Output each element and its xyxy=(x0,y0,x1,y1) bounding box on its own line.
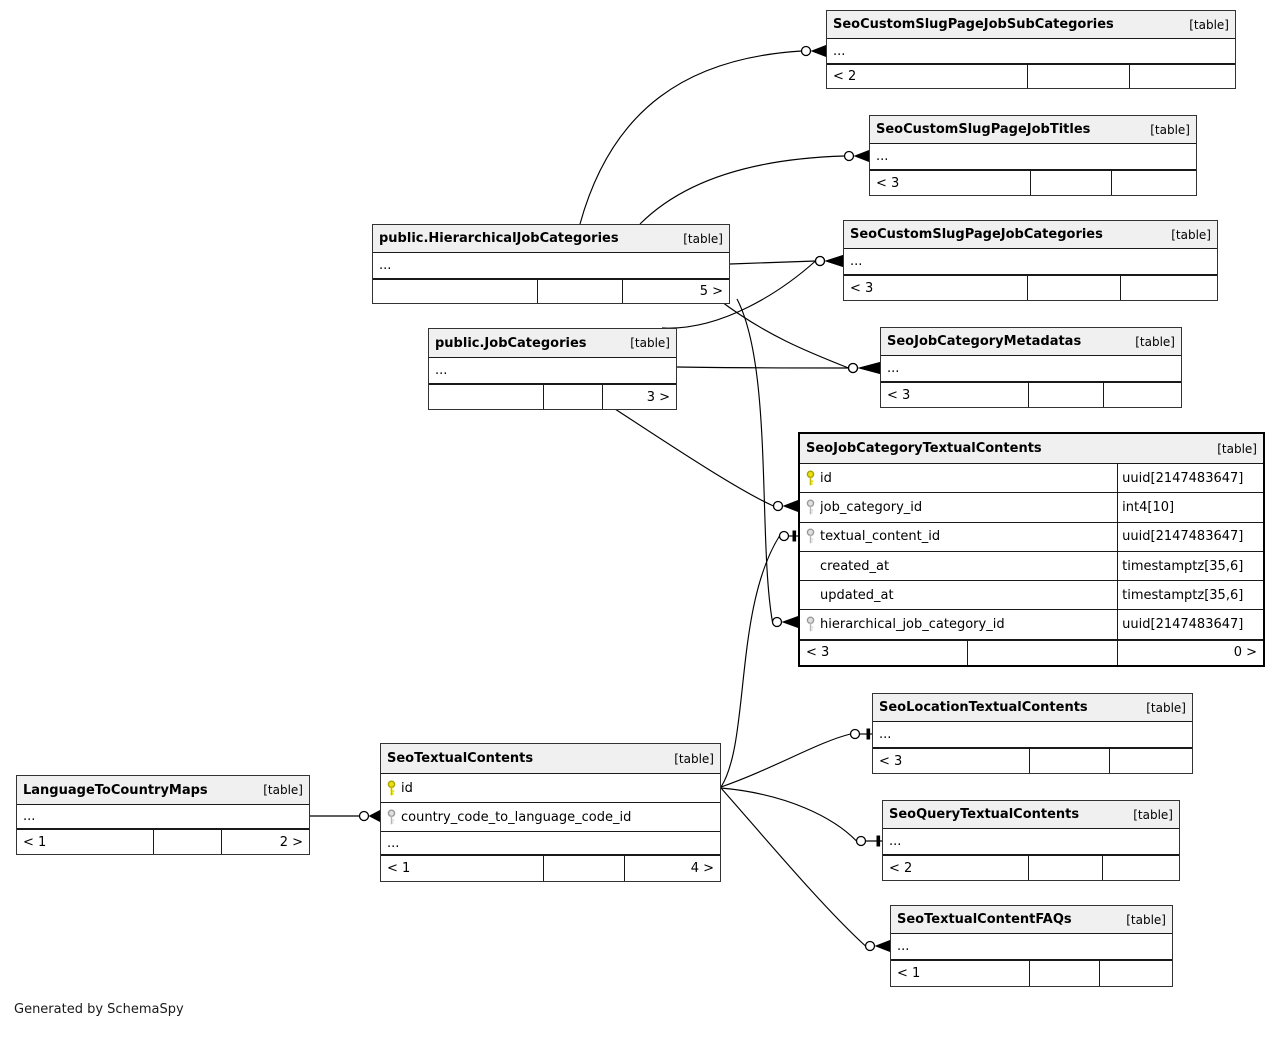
table-box-languagetocountrymaps[interactable] xyxy=(16,775,310,855)
column-type: timestamptz[35,6] xyxy=(1117,552,1263,580)
generator-note: Generated by SchemaSpy xyxy=(14,1002,184,1017)
edge-curve xyxy=(721,734,851,787)
hidden-columns-row xyxy=(373,253,729,279)
footer-spacer-cell xyxy=(967,641,1117,665)
zero-or-one-circle xyxy=(845,152,854,161)
hidden-columns-row xyxy=(881,356,1181,382)
zero-or-one-circle xyxy=(802,47,811,56)
hidden-columns-row xyxy=(429,358,676,384)
table-tag: [table] xyxy=(1171,227,1211,242)
hidden-columns-row xyxy=(844,249,1217,275)
hidden-columns-row xyxy=(870,144,1196,170)
column-type: uuid[2147483647] xyxy=(1117,464,1263,492)
many-arrowhead xyxy=(825,255,844,267)
column-name: job_category_id xyxy=(820,499,923,515)
hidden-columns-row xyxy=(883,829,1179,855)
footer-spacer-cell xyxy=(1027,65,1129,88)
table-title: public.HierarchicalJobCategories xyxy=(379,231,619,246)
column-row-textual-content-id xyxy=(800,523,1263,552)
table-footer xyxy=(429,384,676,409)
footer-spacer-cell xyxy=(1028,383,1103,407)
column-name: id xyxy=(820,470,832,486)
column-name: updated_at xyxy=(820,587,894,603)
foreign-key-icon xyxy=(805,528,816,545)
edge-curve xyxy=(730,261,816,264)
column-row-updated-at xyxy=(800,581,1263,610)
relationship-edge-seotextualcontents-id-to-seoquerytextualcontents xyxy=(721,788,882,847)
footer-children-count: 4 > xyxy=(624,856,720,881)
footer-children-count: 3 > xyxy=(602,385,676,409)
footer-parents-count xyxy=(373,280,537,303)
many-arrowhead xyxy=(369,810,381,822)
ellipsis-label: ... xyxy=(889,834,902,849)
column-name: textual_content_id xyxy=(820,529,941,545)
zero-or-one-circle xyxy=(851,730,860,739)
table-title: SeoCustomSlugPageJobSubCategories xyxy=(833,17,1114,32)
table-tag: [table] xyxy=(1150,122,1190,137)
footer-children-count xyxy=(1109,749,1192,773)
column-row-hierarchical-job-category-id xyxy=(800,610,1263,639)
table-tag: [table] xyxy=(1146,700,1186,715)
edge-curve xyxy=(677,367,849,368)
column-row-job-category-id xyxy=(800,493,1263,522)
zero-or-one-circle xyxy=(866,942,875,951)
table-title: SeoJobCategoryTextualContents xyxy=(806,441,1042,456)
zero-or-one-circle xyxy=(857,837,866,846)
footer-parents-count: < 3 xyxy=(887,387,911,403)
table-footer xyxy=(891,960,1172,986)
edge-curve xyxy=(721,536,780,787)
footer-parents-count: < 2 xyxy=(889,860,913,876)
zero-or-one-circle xyxy=(780,532,789,541)
table-header xyxy=(827,11,1235,39)
table-title: SeoTextualContents xyxy=(387,751,534,766)
edge-curve xyxy=(612,407,774,506)
table-title: SeoLocationTextualContents xyxy=(879,700,1088,715)
footer-parents-count: < 2 xyxy=(833,69,857,84)
table-footer xyxy=(827,64,1235,88)
footer-children-count: 2 > xyxy=(221,830,309,854)
zero-or-one-circle xyxy=(774,502,783,511)
ellipsis-label: ... xyxy=(850,254,863,269)
table-box-seocustomslugpagejobcategories[interactable] xyxy=(843,220,1218,301)
ellipsis-label: ... xyxy=(887,361,900,376)
hidden-columns-row xyxy=(827,39,1235,64)
footer-spacer-cell xyxy=(1027,276,1120,300)
relationship-edge-public-hierarchicaljobcategories-to-seocustomslugpagejobsubcategories xyxy=(580,45,826,224)
table-header xyxy=(870,116,1196,144)
primary-key-icon xyxy=(386,780,397,797)
column-row-created-at xyxy=(800,552,1263,581)
footer-spacer-cell xyxy=(1029,749,1109,773)
table-tag: [table] xyxy=(1126,912,1166,927)
many-arrowhead xyxy=(783,500,799,512)
many-arrowhead xyxy=(811,45,827,57)
footer-children-count xyxy=(1120,276,1217,300)
relationship-edge-seotextualcontents-id-to-seolocationtextualcontents xyxy=(721,729,872,788)
table-box-public-jobcategories[interactable] xyxy=(428,328,677,410)
table-header xyxy=(844,221,1217,249)
column-row-id xyxy=(381,774,720,803)
relationship-edge-seotextualcontents-id-to-seojobcategorytextualcontents-textual-content-id xyxy=(721,531,798,788)
table-header xyxy=(429,329,676,358)
footer-children-count xyxy=(1102,856,1179,880)
table-header xyxy=(17,776,309,805)
one-bar xyxy=(877,836,881,847)
footer-parents-count: < 1 xyxy=(387,861,411,876)
table-tag: [table] xyxy=(1217,441,1257,456)
footer-children-count xyxy=(1111,171,1196,195)
hidden-columns-row xyxy=(873,722,1192,748)
edge-curve xyxy=(640,156,845,224)
table-tag: [table] xyxy=(683,231,723,246)
zero-or-one-circle xyxy=(849,364,858,373)
footer-children-count: 5 > xyxy=(622,280,729,303)
table-title: public.JobCategories xyxy=(435,335,587,351)
table-footer xyxy=(800,640,1263,665)
edge-curve xyxy=(721,788,857,841)
many-arrowhead xyxy=(854,150,870,162)
table-box-public-hierarchicaljobcategories[interactable] xyxy=(372,224,730,304)
table-tag: [table] xyxy=(1135,334,1175,349)
table-footer xyxy=(17,829,309,854)
footer-parents-count: < 3 xyxy=(850,280,874,296)
table-box-seotextualcontents[interactable] xyxy=(380,743,721,882)
table-header xyxy=(800,434,1263,464)
table-title: SeoTextualContentFAQs xyxy=(897,912,1072,927)
table-tag: [table] xyxy=(263,783,303,797)
footer-spacer-cell xyxy=(153,830,221,854)
zero-or-one-circle xyxy=(360,812,369,821)
table-box-seolocationtextualcontents[interactable] xyxy=(872,693,1193,774)
relationship-edge-languagetocountrymaps-to-seotextualcontents-country-code-to-language-code-id xyxy=(310,810,380,822)
table-header xyxy=(883,801,1179,829)
column-name: id xyxy=(401,780,413,796)
table-tag: [table] xyxy=(674,751,714,766)
table-header xyxy=(873,694,1192,722)
footer-spacer-cell xyxy=(537,280,622,303)
hidden-columns-row xyxy=(17,805,309,829)
footer-spacer-cell xyxy=(543,856,624,881)
column-type: timestamptz[35,6] xyxy=(1117,581,1263,609)
table-footer xyxy=(883,855,1179,880)
footer-spacer-cell xyxy=(543,385,602,409)
foreign-key-icon xyxy=(386,809,397,826)
footer-parents-count: < 3 xyxy=(876,175,900,191)
edge-curve xyxy=(721,788,866,946)
relationship-edge-public-jobcategories-to-seojobcategorytextualcontents-job-category-id xyxy=(612,407,798,512)
column-type: uuid[2147483647] xyxy=(1117,523,1263,551)
table-box-seocustomslugpagejobsubcategories[interactable] xyxy=(826,10,1236,89)
column-row-country-code-to-language-code-id xyxy=(381,803,720,832)
table-box-seojobcategorymetadatas[interactable] xyxy=(880,327,1182,408)
table-title: LanguageToCountryMaps xyxy=(23,782,208,798)
column-name: country_code_to_language_code_id xyxy=(401,809,632,825)
table-header xyxy=(381,744,720,774)
ellipsis-label: ... xyxy=(876,149,889,164)
table-footer xyxy=(844,275,1217,300)
ellipsis-label: ... xyxy=(435,363,448,378)
hidden-columns-row xyxy=(381,832,720,855)
ellipsis-label: ... xyxy=(23,809,36,824)
column-name: hierarchical_job_category_id xyxy=(820,617,1005,633)
table-title: SeoCustomSlugPageJobTitles xyxy=(876,122,1091,137)
table-tag: [table] xyxy=(1133,807,1173,822)
footer-parents-count xyxy=(429,385,543,409)
one-bar xyxy=(793,531,797,542)
column-name: created_at xyxy=(820,558,890,574)
table-box-seocustomslugpagejobtitles[interactable] xyxy=(869,115,1197,196)
relationship-edge-public-jobcategories-to-seojobcategorymetadatas xyxy=(677,362,880,374)
footer-spacer-cell xyxy=(1029,961,1099,986)
edge-curve xyxy=(718,299,849,368)
many-arrowhead xyxy=(875,940,891,952)
table-footer xyxy=(373,279,729,303)
table-footer xyxy=(870,170,1196,195)
footer-parents-count: < 3 xyxy=(806,645,830,661)
edge-curve xyxy=(580,51,802,224)
hidden-columns-row xyxy=(891,934,1172,960)
footer-spacer-cell xyxy=(1028,856,1102,880)
table-tag: [table] xyxy=(1189,17,1229,32)
table-box-seotextualcontentfaqs[interactable] xyxy=(890,905,1173,987)
table-header xyxy=(373,225,729,253)
primary-key-icon xyxy=(805,470,816,487)
ellipsis-label: ... xyxy=(387,835,400,851)
edge-curve xyxy=(737,299,773,622)
ellipsis-label: ... xyxy=(879,727,892,742)
table-title: SeoJobCategoryMetadatas xyxy=(887,334,1082,349)
footer-parents-count: < 1 xyxy=(897,966,921,981)
table-tag: [table] xyxy=(630,336,670,350)
footer-parents-count: < 3 xyxy=(879,753,903,769)
relationship-edge-public-hierarchicaljobcategories-to-seojobcategorytextualcontents-hierarchical-job-category-id xyxy=(737,299,798,628)
table-footer xyxy=(381,855,720,881)
footer-spacer-cell xyxy=(1030,171,1112,195)
table-box-seojobcategorytextualcontents[interactable] xyxy=(798,432,1265,667)
column-type: uuid[2147483647] xyxy=(1117,610,1263,638)
footer-children-count xyxy=(1103,383,1181,407)
ellipsis-label: ... xyxy=(833,43,846,59)
footer-children-count xyxy=(1099,961,1172,986)
table-header xyxy=(881,328,1181,356)
foreign-key-icon xyxy=(805,616,816,633)
table-footer xyxy=(873,748,1192,773)
column-type: int4[10] xyxy=(1117,493,1263,521)
relationship-edge-public-hierarchicaljobcategories-to-seocustomslugpagejobtitles xyxy=(640,150,869,224)
many-arrowhead xyxy=(782,616,799,628)
one-bar xyxy=(867,729,871,740)
many-arrowhead xyxy=(858,362,881,374)
table-title: SeoCustomSlugPageJobCategories xyxy=(850,227,1103,242)
table-footer xyxy=(881,382,1181,407)
ellipsis-label: ... xyxy=(897,939,910,954)
relationship-edge-seotextualcontents-id-to-seotextualcontentfaqs xyxy=(721,788,890,952)
zero-or-one-circle xyxy=(816,257,825,266)
footer-parents-count: < 1 xyxy=(23,834,47,850)
foreign-key-icon xyxy=(805,499,816,516)
table-header xyxy=(891,906,1172,934)
footer-children-count xyxy=(1129,65,1235,88)
footer-children-count: 0 > xyxy=(1117,641,1263,665)
zero-or-one-circle xyxy=(773,618,782,627)
table-box-seoquerytextualcontents[interactable] xyxy=(882,800,1180,881)
column-row-id xyxy=(800,464,1263,493)
table-title: SeoQueryTextualContents xyxy=(889,807,1080,822)
ellipsis-label: ... xyxy=(379,258,392,273)
